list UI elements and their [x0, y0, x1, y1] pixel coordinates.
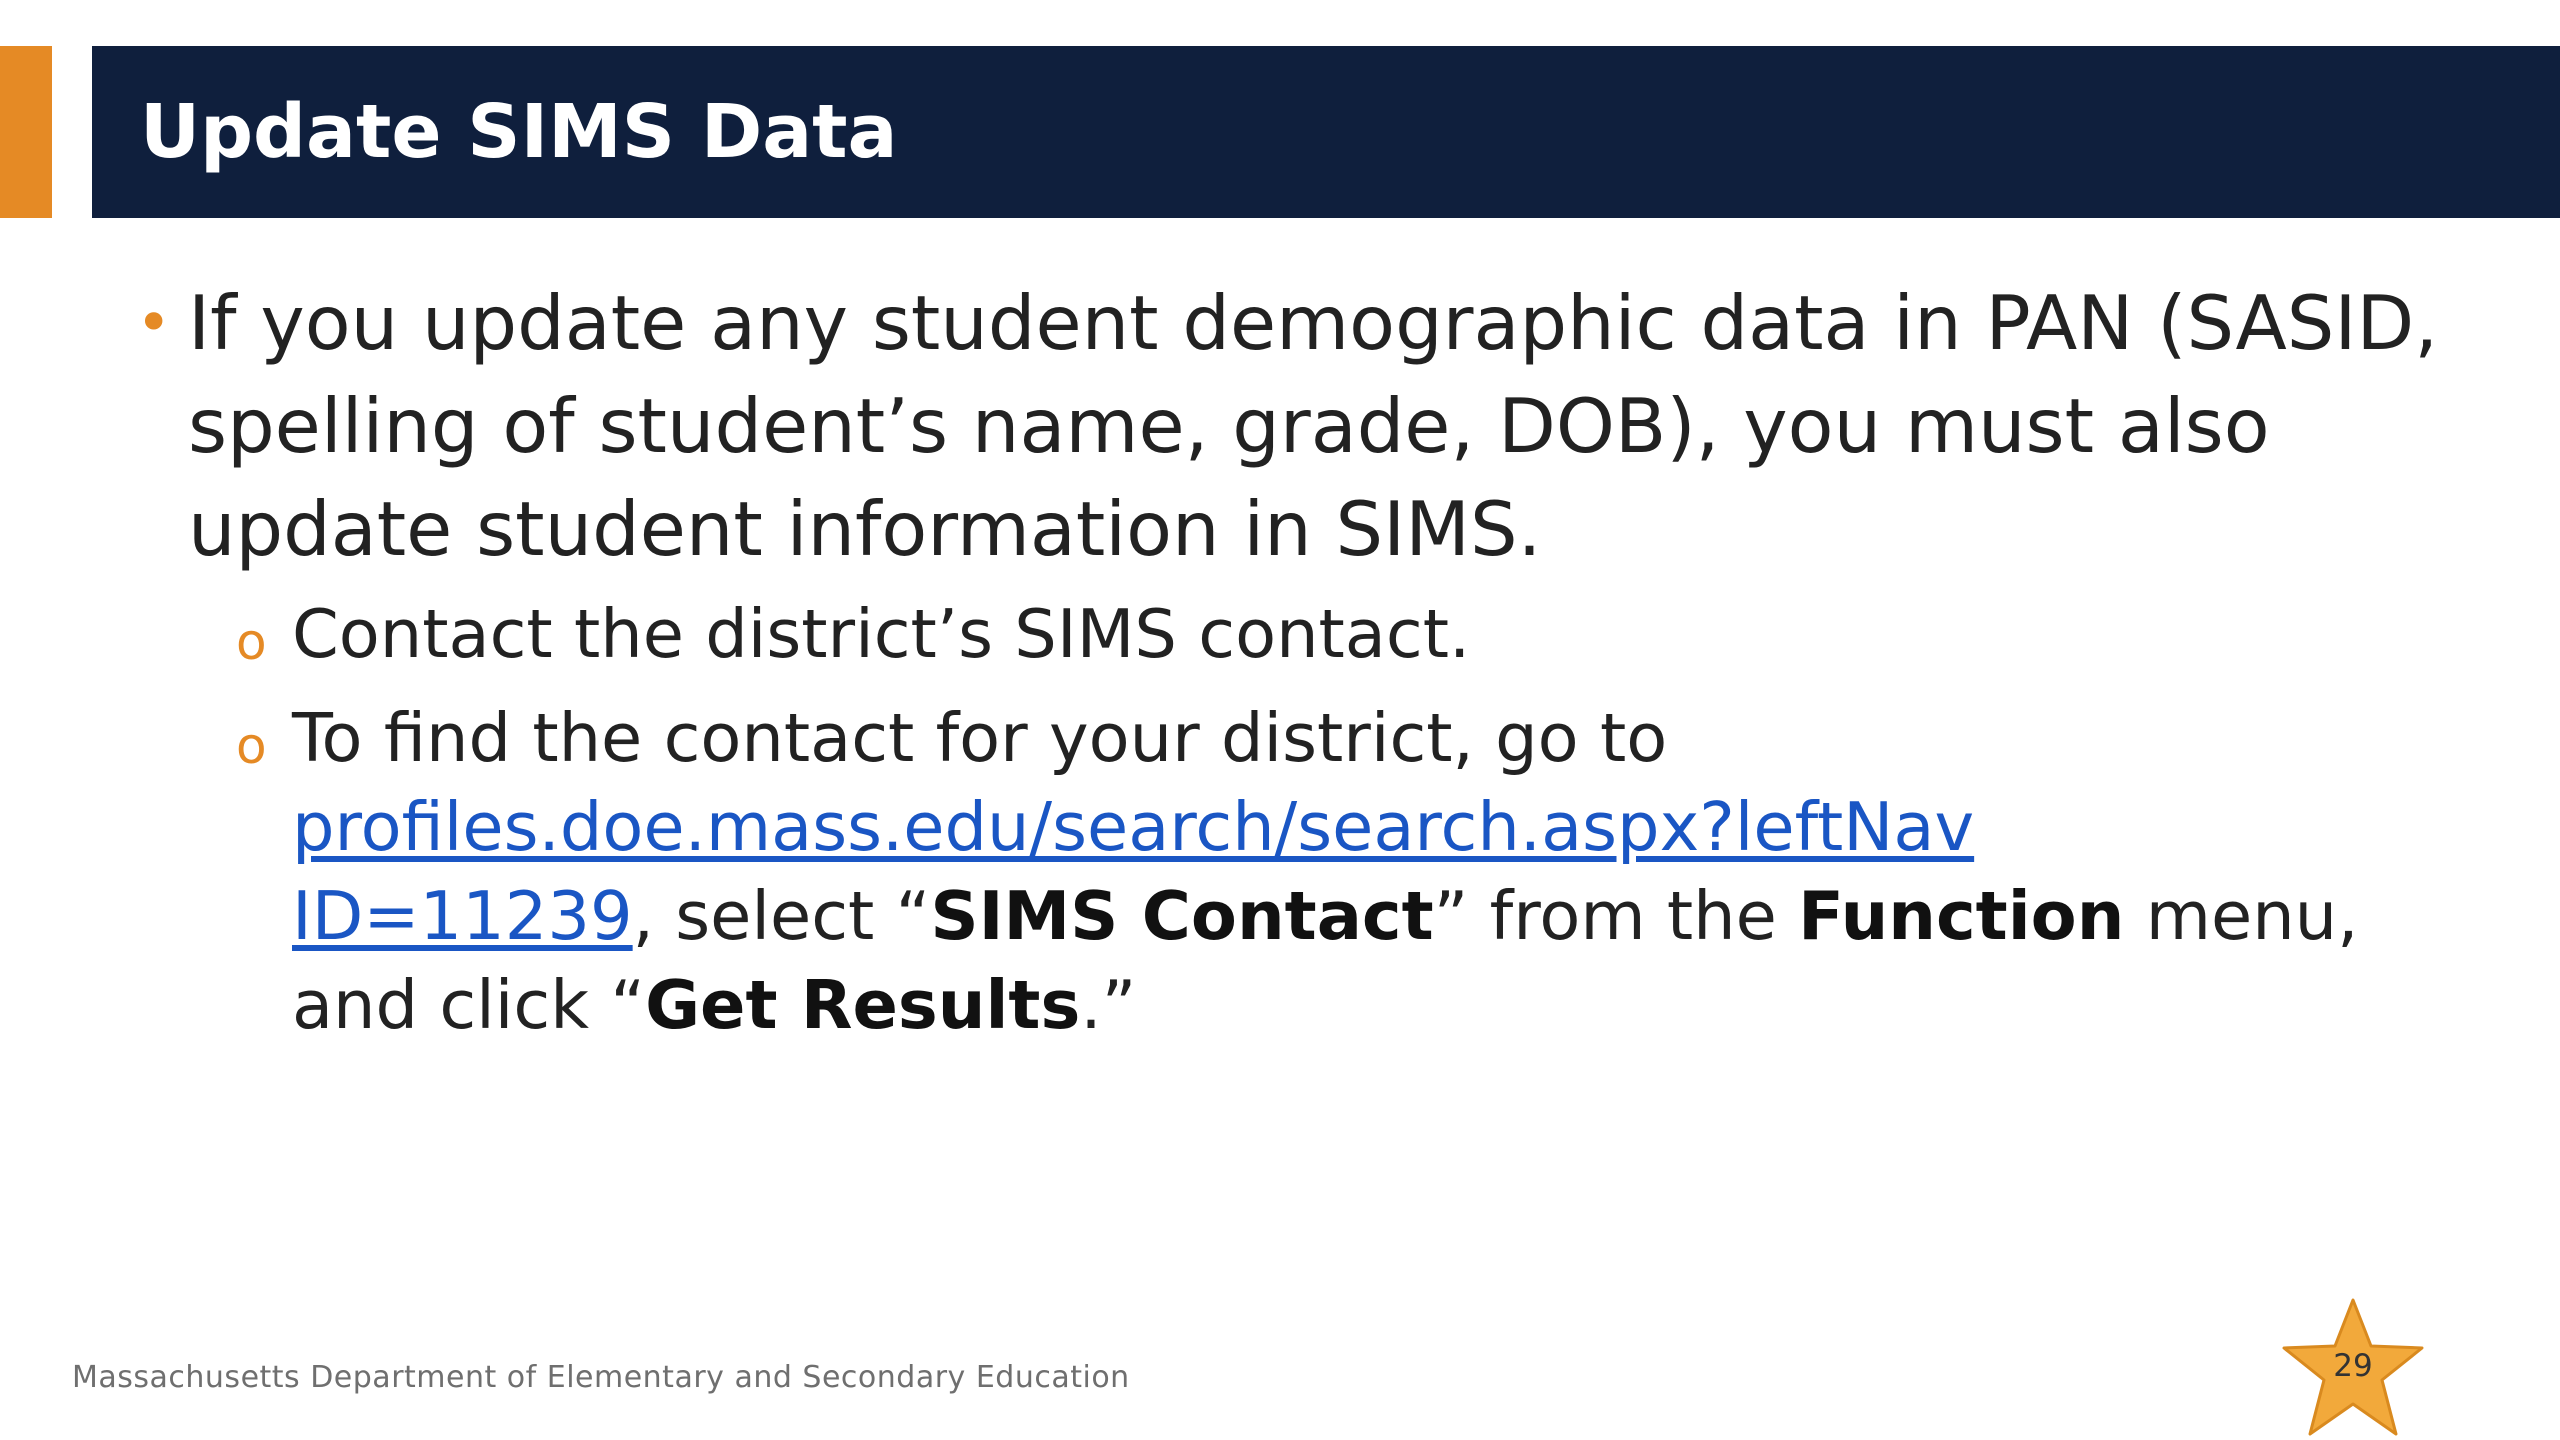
sub-bullet-contact [232, 590, 2412, 679]
sub-bullet-find-contact [232, 694, 2412, 1050]
title-band [92, 46, 2560, 218]
menu-click-text: menu, and click “ [292, 877, 2359, 1044]
page-number: 29 [2333, 1348, 2373, 1384]
slide-title: Update SIMS Data [140, 89, 898, 175]
function-menu-label: Function [1798, 877, 2125, 955]
page-number-badge [2278, 1296, 2428, 1440]
after-link-text: , select “ [632, 877, 931, 955]
bullet-ring-icon: o [236, 613, 267, 671]
main-bullet [136, 272, 2456, 581]
main-bullet-text: If you update any student demographic data in PAN (SASID, spelling of student’s name, grade, DOB), you must also update student information in SIMS. [188, 279, 2439, 573]
bullet-dot-icon: • [136, 288, 172, 358]
footer-organization: Massachusetts Department of Elementary and Secondary Education [72, 1360, 1130, 1395]
closing-text: .” [1080, 966, 1137, 1044]
get-results-label: Get Results [645, 966, 1081, 1044]
bullet-ring-icon: o [236, 717, 267, 775]
find-contact-intro: To find the contact for your district, go to [292, 699, 1668, 777]
sub-bullet-find-contact-text [292, 694, 2412, 1050]
function-intro-text: ” from the [1433, 877, 1799, 955]
link-line-2[interactable]: ID=11239 [292, 877, 633, 955]
sub-bullet-contact-text: Contact the district’s SIMS contact. [292, 595, 1471, 673]
title-accent-bar [0, 46, 52, 218]
sims-contact-label: SIMS Contact [930, 877, 1434, 955]
link-line-1[interactable]: profiles.doe.mass.edu/search/search.aspx?leftNav [292, 788, 1975, 866]
